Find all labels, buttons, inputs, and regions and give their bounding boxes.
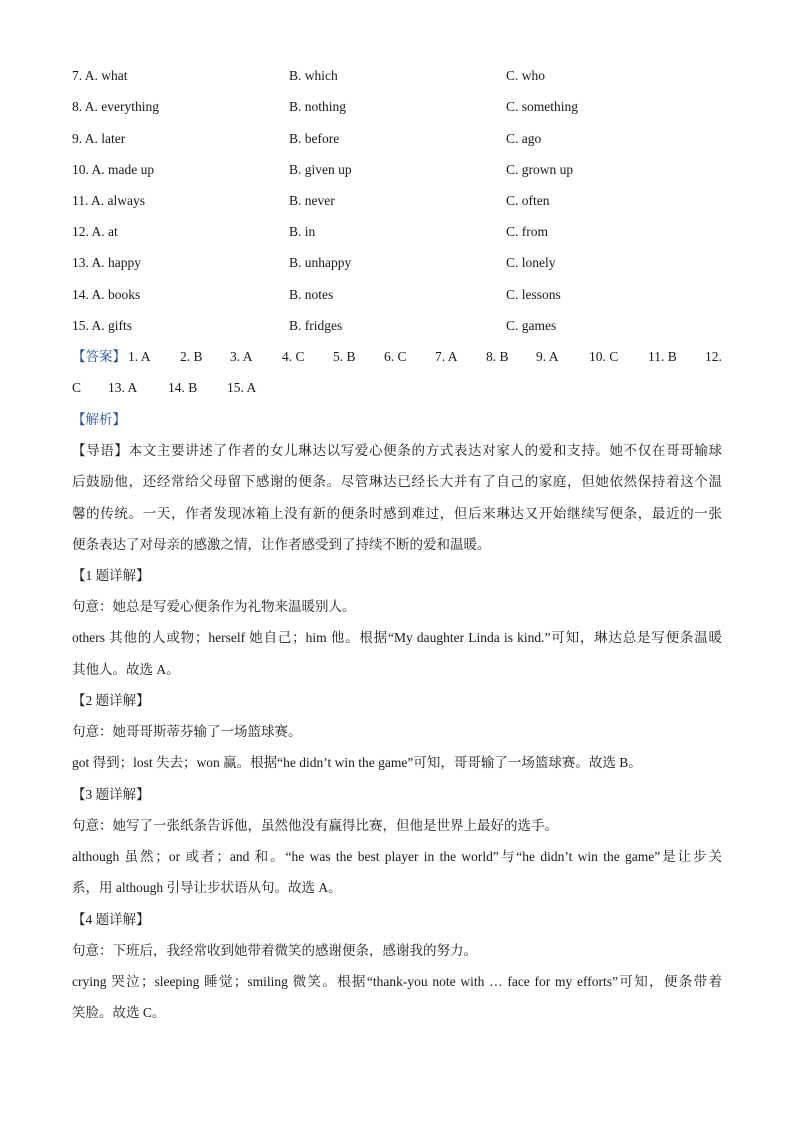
answer-row: [72, 378, 722, 398]
option-a: 8. A. everything: [72, 99, 159, 114]
option-row: [0, 285, 794, 305]
answer-item: 10. C: [589, 349, 619, 364]
intro-line: 后鼓励他，还经常给父母留下感谢的便条。尽管琳达已经长大并有了自己的家庭，但她依然保持着这个温: [72, 474, 722, 489]
q1-explanation: others 其他的人或物；herself 她自己；him 他。根据“My daughter Linda is kind.”可知，琳达总是写便条温暖: [72, 630, 722, 645]
option-row: [0, 253, 794, 273]
answer-item: C: [72, 380, 82, 395]
q2-sentence: 句意：她哥哥斯蒂芬输了一场篮球赛。: [72, 724, 302, 739]
option-a: 13. A. happy: [72, 255, 141, 270]
answer-item: 9. A: [536, 349, 559, 364]
q4-heading: 【4 题详解】: [72, 912, 150, 927]
answer-item: 2. B: [180, 349, 203, 364]
option-b: B. notes: [289, 287, 334, 302]
q1-sentence: 句意：她总是写爱心便条作为礼物来温暖别人。: [72, 599, 356, 614]
intro-line: [72, 441, 722, 461]
answer-item: 1. A: [128, 349, 151, 364]
option-c: C. from: [506, 224, 548, 239]
option-b: B. in: [289, 224, 316, 239]
q4-sentence: 句意：下班后，我经常收到她带着微笑的感谢便条，感谢我的努力。: [72, 943, 477, 958]
option-b: B. fridges: [289, 318, 343, 333]
answer-item: 11. B: [648, 349, 677, 364]
answer-item: 14. B: [168, 380, 198, 395]
option-c: C. often: [506, 193, 550, 208]
option-b: B. never: [289, 193, 335, 208]
option-row: [0, 66, 794, 86]
option-row: [0, 129, 794, 149]
option-c: C. games: [506, 318, 557, 333]
intro-text: 本文主要讲述了作者的女儿琳达以写爱心便条的方式表达对家人的爱和支持。她不仅在哥哥输球: [128, 443, 722, 458]
q3-explanation: 系，用 although 引导让步状语从句。故选 A。: [72, 880, 342, 895]
option-a: 9. A. later: [72, 131, 126, 146]
option-c: C. who: [506, 68, 546, 83]
option-a: 12. A. at: [72, 224, 118, 239]
q4-explanation: crying 哭泣；sleeping 睡觉；smiling 微笑。根据“thank-you note with … face for my efforts”可知，便条带着: [72, 974, 722, 989]
q2-explanation: got 得到；lost 失去；won 赢。根据“he didn’t win the game”可知，哥哥输了一场篮球赛。故选 B。: [72, 755, 642, 770]
option-c: C. grown up: [506, 162, 574, 177]
answer-label: 【答案】: [72, 349, 126, 364]
intro-label: 【导语】: [72, 443, 129, 458]
answer-item: 6. C: [384, 349, 407, 364]
option-a: 7. A. what: [72, 68, 128, 83]
q3-explanation: although 虽然；or 或者；and 和。“he was the best player in the world”与“he didn’t win the game”是让步关: [72, 849, 722, 864]
q4-explanation: 笑脸。故选 C。: [72, 1005, 166, 1020]
analysis-label: 【解析】: [72, 412, 126, 427]
option-a: 14. A. books: [72, 287, 141, 302]
option-b: B. before: [289, 131, 340, 146]
option-c: C. ago: [506, 131, 542, 146]
option-b: B. unhappy: [289, 255, 352, 270]
q3-sentence: 句意：她写了一张纸条告诉他，虽然他没有赢得比赛，但他是世界上最好的选手。: [72, 818, 558, 833]
option-a: 15. A. gifts: [72, 318, 133, 333]
q1-heading: 【1 题详解】: [72, 568, 150, 583]
q3-heading: 【3 题详解】: [72, 787, 150, 802]
answer-row: [72, 347, 722, 367]
answer-item: 4. C: [282, 349, 305, 364]
answer-item: 5. B: [333, 349, 356, 364]
option-row: [0, 316, 794, 336]
option-c: C. something: [506, 99, 579, 114]
option-row: [0, 97, 794, 117]
intro-line: 便条表达了对母亲的感激之情，让作者感受到了持续不断的爱和温暖。: [72, 537, 491, 552]
option-a: 11. A. always: [72, 193, 145, 208]
option-b: B. nothing: [289, 99, 347, 114]
option-row: [0, 160, 794, 180]
q2-heading: 【2 题详解】: [72, 693, 150, 708]
answer-item: 13. A: [108, 380, 138, 395]
intro-line: 馨的传统。一天，作者发现冰箱上没有新的便条时感到难过，但后来琳达又开始继续写便条，最近的一张: [72, 506, 722, 521]
answer-item: 7. A: [435, 349, 458, 364]
answer-item: 12.: [705, 349, 722, 364]
option-row: [0, 222, 794, 242]
option-c: C. lonely: [506, 255, 556, 270]
answer-item: 8. B: [486, 349, 509, 364]
answer-item: 15. A: [227, 380, 257, 395]
q1-explanation: 其他人。故选 A。: [72, 662, 180, 677]
answer-item: 3. A: [230, 349, 253, 364]
option-a: 10. A. made up: [72, 162, 155, 177]
option-c: C. lessons: [506, 287, 561, 302]
option-row: [0, 191, 794, 211]
option-b: B. given up: [289, 162, 352, 177]
option-b: B. which: [289, 68, 338, 83]
